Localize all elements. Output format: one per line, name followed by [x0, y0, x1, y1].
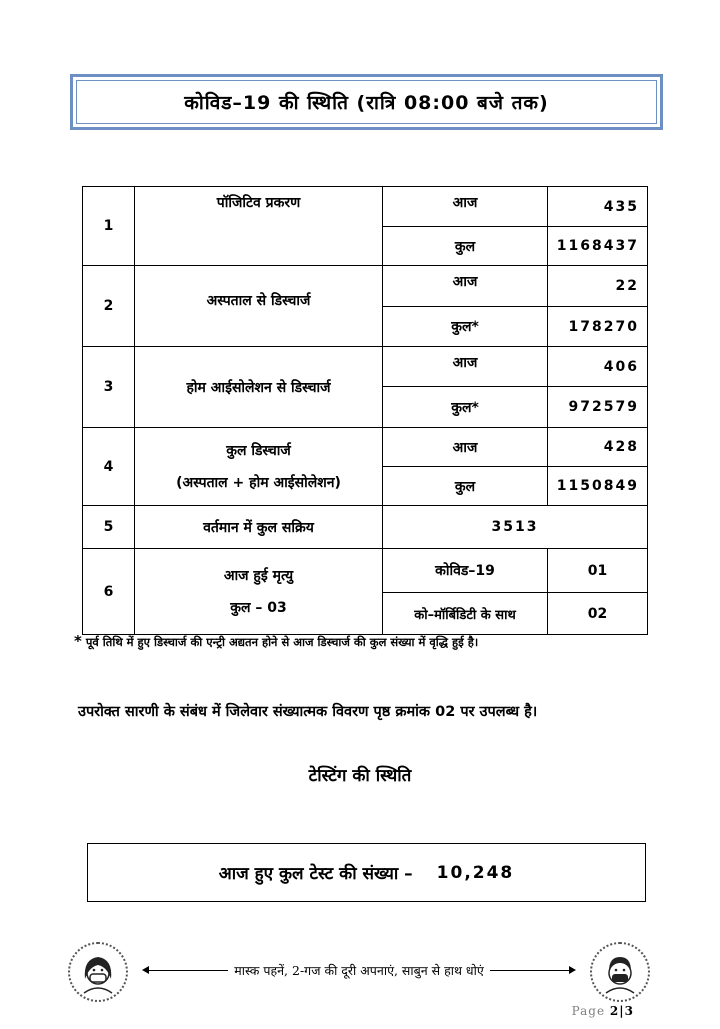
test-count-label: आज हुए कुल टेस्ट की संख्या –: [218, 864, 413, 884]
table-row: [83, 549, 648, 593]
banner-message: [138, 962, 580, 979]
today-value: 435: [548, 187, 648, 227]
row-number: 3: [83, 347, 135, 428]
row-description-line1: आज हुई मृत्यु: [223, 567, 294, 584]
masked-man-icon: [590, 942, 650, 1002]
footnote-text: पूर्व तिथि में हुए डिस्चार्ज की एन्ट्री अद्यतन होने से आज डिस्चार्ज की कुल संख्या में वृद्धि हुई है।: [85, 635, 479, 649]
page-prefix: Page: [571, 1004, 606, 1018]
banner-text: मास्क पहनें, 2-गज की दूरी अपनाएं, साबुन से हाथ धोएं: [234, 963, 484, 978]
row-description: [135, 549, 383, 635]
page-number: Page 2|3: [571, 1004, 634, 1018]
title-box: [70, 74, 663, 130]
total-label: कुल: [383, 467, 548, 506]
today-value: 406: [548, 347, 648, 387]
row-description: वर्तमान में कुल सक्रिय: [135, 506, 383, 549]
safety-banner: [68, 942, 650, 1004]
row-number: 4: [83, 428, 135, 506]
comorbidity-death-value: 02: [548, 593, 648, 635]
total-label: कुल: [383, 227, 548, 266]
testing-heading: टेस्टिंग की स्थिति: [308, 766, 412, 786]
covid-death-value: 01: [548, 549, 648, 593]
table-row: [83, 506, 648, 549]
test-count-box: [87, 843, 646, 902]
comorbidity-death-label: को–मॉर्बिडिटी के साथ: [383, 593, 548, 635]
table-row: [83, 187, 648, 227]
today-label: आज: [383, 187, 548, 227]
footnote: [74, 632, 478, 650]
arrow-left-icon: [144, 970, 228, 971]
test-count-value: 10,248: [436, 862, 515, 883]
title-box-inner: [76, 80, 657, 124]
arrow-right-icon: [490, 970, 574, 971]
covid-death-label: कोविड–19: [383, 549, 548, 593]
row-description-line2: (अस्पताल + होम आईसोलेशन): [176, 474, 341, 491]
row-description-line2: कुल – 03: [230, 599, 287, 616]
total-value: 1168437: [548, 227, 648, 266]
row-description: अस्पताल से डिस्चार्ज: [135, 266, 383, 347]
row-number: 5: [83, 506, 135, 549]
row-description: होम आईसोलेशन से डिस्चार्ज: [135, 347, 383, 428]
today-value: 22: [548, 266, 648, 307]
total-value: 1150849: [548, 467, 648, 506]
table-row: [83, 266, 648, 307]
masked-woman-icon: [68, 942, 128, 1002]
footnote-star: *: [74, 632, 82, 650]
page-total: 3: [624, 1004, 634, 1018]
row-description-line1: कुल डिस्चार्ज: [226, 442, 291, 459]
row-description: पॉजिटिव प्रकरण: [135, 187, 383, 266]
reference-paragraph: उपरोक्त सारणी के संबंध में जिलेवार संख्यात्मक विवरण पृष्ठ क्रमांक 02 पर उपलब्ध है।: [78, 704, 538, 720]
total-value: 178270: [548, 307, 648, 347]
today-label: आज: [383, 347, 548, 387]
active-value: 3513: [383, 506, 648, 549]
row-number: 2: [83, 266, 135, 347]
today-value: 428: [548, 428, 648, 467]
today-label: आज: [383, 428, 548, 467]
row-number: 1: [83, 187, 135, 266]
total-label: कुल*: [383, 387, 548, 428]
page-current: 2: [609, 1004, 620, 1018]
total-value: 972579: [548, 387, 648, 428]
table-row: [83, 347, 648, 387]
row-number: 6: [83, 549, 135, 635]
total-label: कुल*: [383, 307, 548, 347]
covid-status-table: [82, 186, 648, 635]
today-label: आज: [383, 266, 548, 307]
table-row: [83, 428, 648, 467]
row-description: [135, 428, 383, 506]
page-title: कोविड–19 की स्थिति (रात्रि 08:00 बजे तक): [184, 92, 549, 114]
